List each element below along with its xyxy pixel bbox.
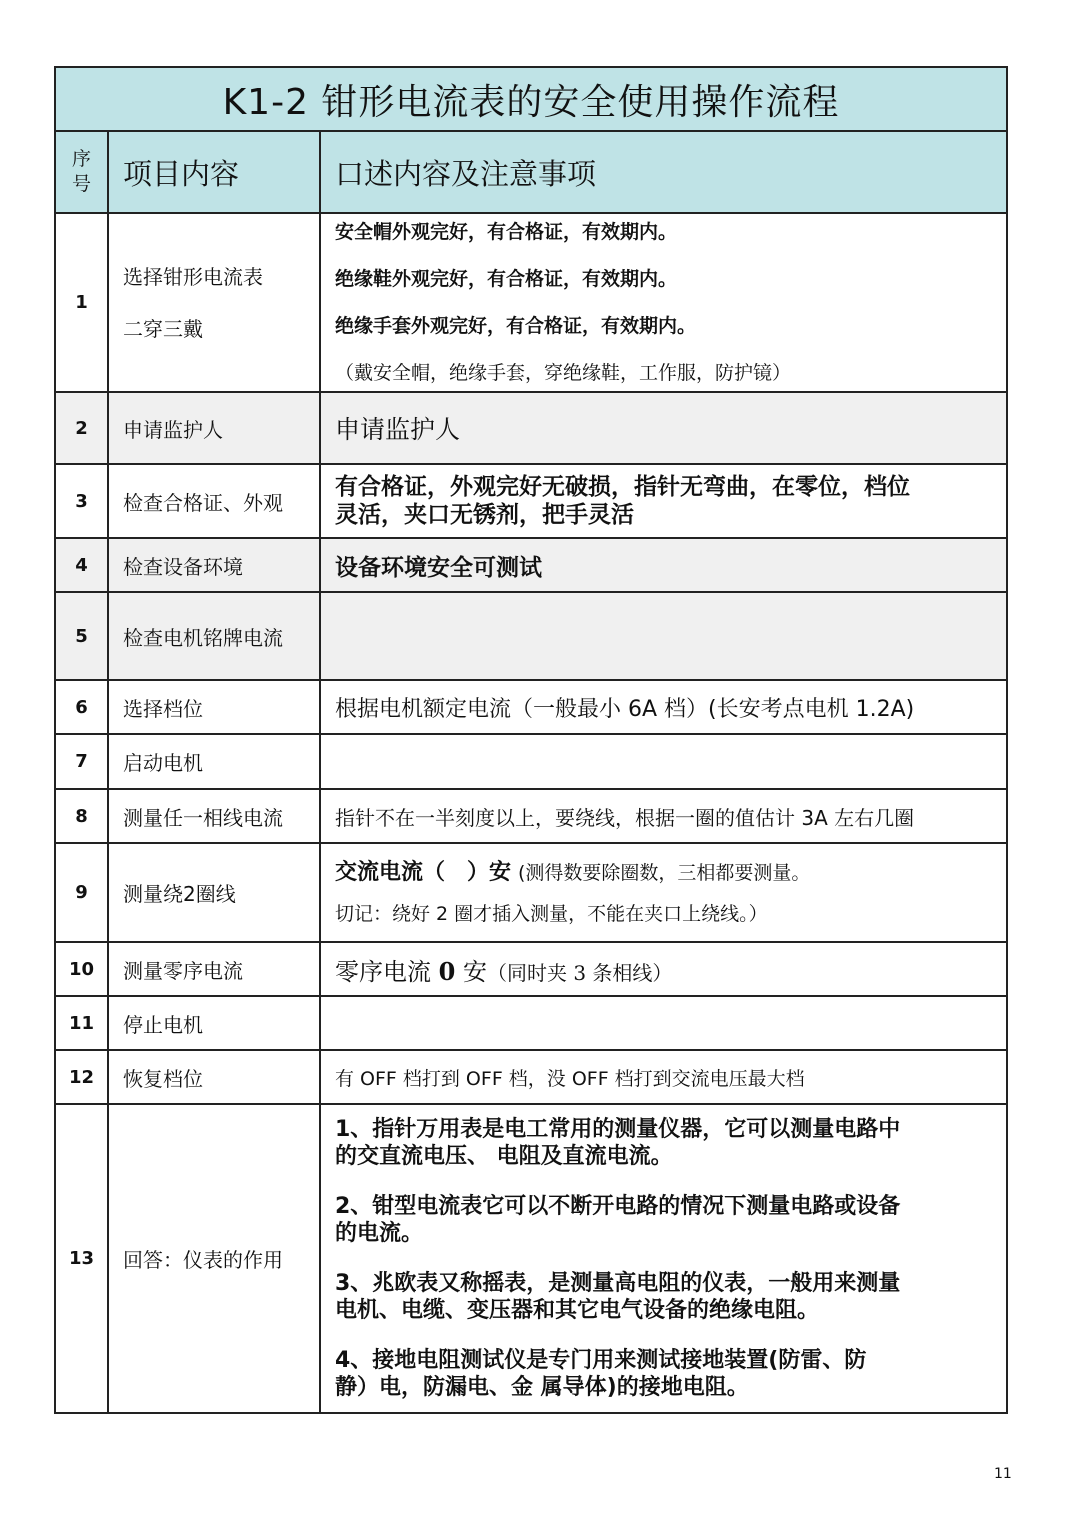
header-row [55,131,1007,213]
table-row [55,942,1007,996]
row-no: 2 [55,392,108,464]
title-row [55,67,1007,131]
procedure-table [54,66,1008,1414]
header-no-text: 序号 [71,148,91,195]
table-row [55,734,1007,789]
row-no: 10 [55,942,108,996]
page-number: 11 [994,1466,1012,1482]
row-notes [320,1104,1007,1413]
table-row [55,213,1007,392]
row-item [108,213,320,392]
row-notes [320,996,1007,1050]
answer [335,1116,996,1170]
notes-unit: 安 [455,957,487,986]
answer [335,1347,996,1401]
notes-line: 绝缘鞋外观完好，有合格证，有效期内。 [335,268,678,290]
row-notes: 设备环境安全可测试 [320,538,1007,592]
notes-paren: （同时夹 3 条相线） [486,960,673,985]
row-item: 回答：仪表的作用 [108,1104,320,1413]
notes-line: 安全帽外观完好，有合格证，有效期内。 [335,221,678,243]
row-notes: 申请监护人 [320,392,1007,464]
row-item: 启动电机 [108,734,320,789]
row-notes: 有 OFF 档打到 OFF 档，没 OFF 档打到交流电压最大档 [320,1050,1007,1104]
row-item: 测量零序电流 [108,942,320,996]
table-row [55,843,1007,942]
answer-line: 1、指针万用表是电工常用的测量仪器，它可以测量电路中 [335,1117,901,1142]
answer-line: 3、兆欧表又称摇表，是测量高电阻的仪表，一般用来测量 [335,1271,901,1296]
row-item: 检查电机铭牌电流 [108,592,320,680]
table-row [55,1050,1007,1104]
notes-line: 切记：绕好 2 圈才插入测量，不能在夹口上绕线。） [335,902,768,925]
row-notes [320,734,1007,789]
table-row [55,592,1007,680]
row-no: 12 [55,1050,108,1104]
notes-value: 0 [438,956,456,986]
header-notes: 口述内容及注意事项 [320,131,1007,213]
table-row [55,789,1007,843]
answer-line: 静）电，防漏电、金 属导体)的接地电阻。 [335,1375,749,1400]
row-no: 9 [55,843,108,942]
table-row [55,464,1007,538]
row-no: 11 [55,996,108,1050]
row-no: 7 [55,734,108,789]
answer-line: 2、钳型电流表它可以不断开电路的情况下测量电路或设备 [335,1194,901,1219]
notes-prefix: 零序电流 [335,957,439,986]
row-item: 选择档位 [108,680,320,734]
row-item-line: 二穿三戴 [123,316,203,341]
row-notes [320,213,1007,392]
row-notes [320,464,1007,538]
row-no: 1 [55,213,108,392]
row-notes [320,942,1007,996]
answer-line: 4、接地电阻测试仪是专门用来测试接地装置(防雷、防 [335,1348,867,1373]
row-item-line: 选择钳形电流表 [123,264,263,289]
row-item: 检查设备环境 [108,538,320,592]
answer-line: 电机、电缆、变压器和其它电气设备的绝缘电阻。 [335,1298,820,1323]
notes-line: 绝缘手套外观完好，有合格证，有效期内。 [335,315,697,337]
notes-line: 灵活，夹口无锈剂，把手灵活 [335,502,634,528]
header-item: 项目内容 [108,131,320,213]
table-row [55,680,1007,734]
row-item: 申请监护人 [108,392,320,464]
answer-line: 的交直流电压、 电阻及直流电流。 [335,1144,673,1169]
answer-line: 的电流。 [335,1221,424,1246]
row-no: 5 [55,592,108,680]
notes-line [335,860,810,885]
table-row [55,392,1007,464]
row-notes [320,843,1007,942]
row-notes [320,592,1007,680]
answer [335,1270,996,1324]
table-row [55,996,1007,1050]
row-item: 测量任一相线电流 [108,789,320,843]
row-item: 停止电机 [108,996,320,1050]
row-no: 8 [55,789,108,843]
notes-line: 有合格证，外观完好无破损，指针无弯曲，在零位，档位 [335,474,910,500]
table-row [55,538,1007,592]
row-item: 恢复档位 [108,1050,320,1104]
row-no: 13 [55,1104,108,1413]
row-item: 检查合格证、外观 [108,464,320,538]
answer [335,1193,996,1247]
table-row [55,1104,1007,1413]
notes-normal: (测得数要除圈数，三相都要测量。 [518,861,811,884]
row-no: 4 [55,538,108,592]
row-no: 3 [55,464,108,538]
row-item: 测量绕2圈线 [108,843,320,942]
notes-bold: 交流电流（ ）安 [335,859,512,885]
row-notes: 指针不在一半刻度以上，要绕线，根据一圈的值估计 3A 左右几圈 [320,789,1007,843]
notes-line: （戴安全帽，绝缘手套，穿绝缘鞋，工作服，防护镜） [335,362,792,384]
row-no: 6 [55,680,108,734]
header-no [55,131,108,213]
row-notes: 根据电机额定电流（一般最小 6A 档）(长安考点电机 1.2A) [320,680,1007,734]
document-title: K1-2 钳形电流表的安全使用操作流程 [55,67,1007,131]
